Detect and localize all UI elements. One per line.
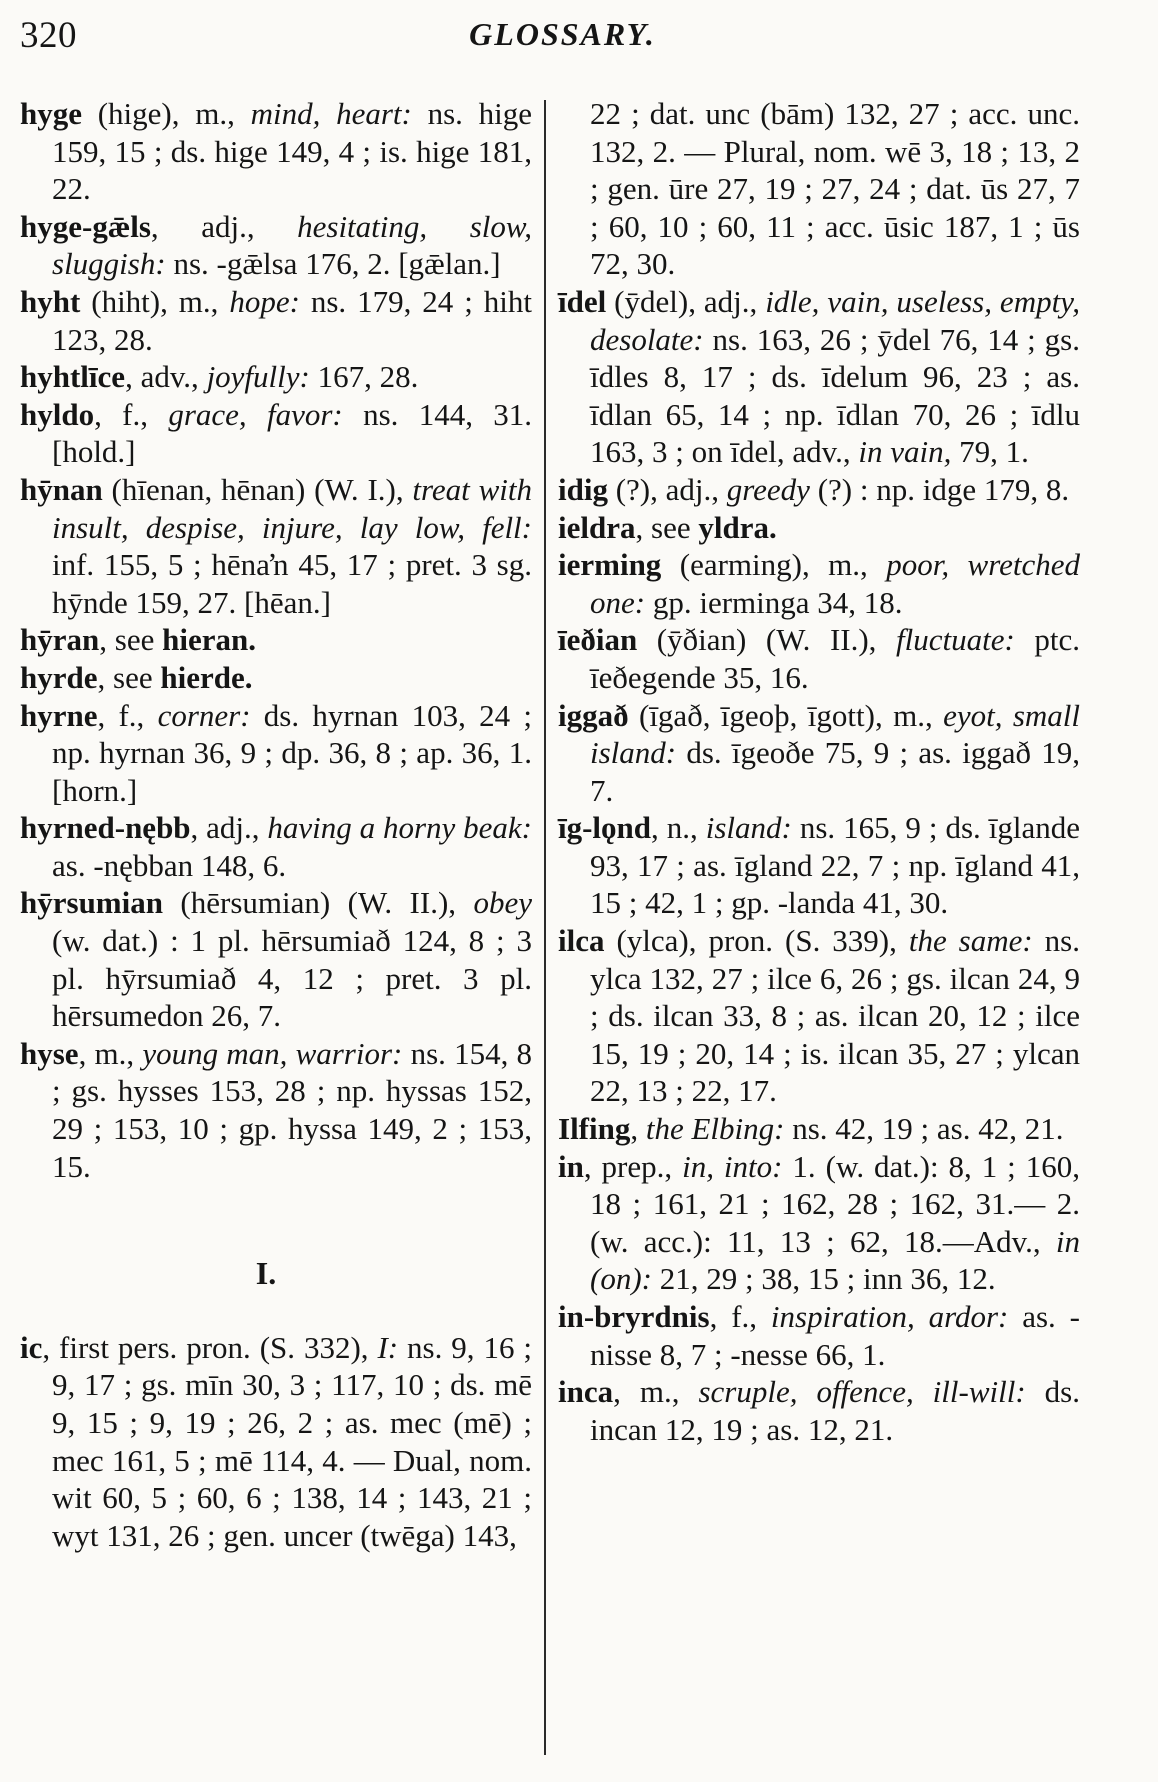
- headword: ic: [20, 1329, 43, 1365]
- see-reference: hierde.: [160, 659, 253, 695]
- glossary-entry: [558, 471, 1080, 509]
- glossary-entry: [20, 358, 532, 396]
- grammar-info: , see: [635, 509, 699, 545]
- headword: in-bryrdnis: [558, 1299, 710, 1334]
- page-number: 320: [20, 15, 77, 56]
- definition: the same:: [908, 923, 1033, 959]
- glossary-entry: [558, 922, 1080, 1110]
- citations: ds. hyrnan 103, 24 ; np. hyrnan 36, 9 ; dp. 36, 8 ; ap. 36, 1. [horn.]: [52, 697, 533, 808]
- glossary-entry: [20, 1329, 532, 1555]
- glossary-entry: [558, 1148, 1080, 1298]
- citations: (w. dat.) : 1 pl. hērsumiað 124, 8 ; 3 pl. hȳrsumiað 4, 12 ; pret. 3 pl. hērsumedon 26, 7.: [52, 923, 532, 1034]
- headword: hyrned-nębb: [20, 810, 191, 846]
- glossary-entry: [558, 1110, 1080, 1148]
- grammar-info: , adv.,: [125, 359, 207, 395]
- grammar-info: (ylca), pron. (S. 339),: [604, 923, 909, 959]
- column-divider: [544, 100, 546, 1755]
- citations: ns. ylca 132, 27 ; ilce 6, 26 ; gs. ilcan 24, 9 ; ds. ilcan 33, 8 ; as. ilcan 20, 12 ; ilce 15, 19 ; 20, 14 ; is. ilcan 35, 27 ; ylcan 22, 13 ; 22, 17.: [590, 923, 1080, 1109]
- glossary-entry: [20, 884, 532, 1034]
- headword: hȳran: [20, 622, 100, 658]
- headword: hyldo: [20, 396, 95, 432]
- grammar-info: , f.,: [709, 1299, 771, 1334]
- headword: ieldra: [558, 509, 636, 545]
- grammar-info: (?), adj.,: [607, 471, 727, 507]
- definition: treat with insult, despise, injure, lay low, fell:: [52, 471, 532, 545]
- glossary-entry: [558, 621, 1080, 696]
- definition: fluctuate:: [896, 622, 1015, 658]
- left-entries-after: [20, 1329, 532, 1555]
- grammar-info: , m.,: [78, 1035, 143, 1071]
- glossary-entry: [20, 95, 532, 208]
- glossary-entry: [20, 809, 532, 884]
- headword: hyhtlīce: [20, 359, 126, 395]
- citations: ds. īgeoðe 75, 9 ; as. iggað 19, 7.: [590, 735, 1080, 808]
- see-reference: yldra.: [698, 509, 777, 545]
- definition: inspiration, ardor:: [770, 1299, 1009, 1334]
- citations: 79, 1.: [951, 434, 1029, 470]
- grammar-info: , adj.,: [190, 810, 268, 846]
- grammar-info: , first pers. pron. (S. 332),: [42, 1329, 378, 1365]
- grammar-info: , prep.,: [583, 1148, 683, 1184]
- citations: ptc. īeðegende 35, 16.: [590, 622, 1080, 695]
- headword: idig: [558, 471, 608, 507]
- citations: ns. 179, 24 ; hiht 123, 28.: [52, 283, 532, 357]
- definition: in (on):: [590, 1223, 1080, 1297]
- definition: greedy: [726, 471, 810, 507]
- definition: scruple, offence, ill-will:: [698, 1374, 1026, 1410]
- citations: ns. 165, 9 ; ds. īglande 93, 17 ; as. īgland 22, 7 ; np. īgland 41, 15 ; 42, 1 ; gp. -landa 41, 30.: [590, 810, 1080, 921]
- definition: hesitating, slow, sluggish:: [52, 208, 533, 282]
- definition: obey: [473, 885, 532, 921]
- citations: inf. 155, 5 ; hēnaŉ 45, 17 ; pret. 3 sg. hȳnde 159, 27. [hēan.]: [52, 547, 532, 620]
- grammar-info: (hiht), m.,: [80, 283, 230, 319]
- definition: hope:: [229, 283, 300, 319]
- grammar-info: (īgað, īgeoþ, īgott), m.,: [628, 697, 944, 733]
- glossary-entry: [20, 283, 532, 358]
- citations: as. -nisse 8, 7 ; -nesse 66, 1.: [590, 1299, 1080, 1372]
- citations: ns. 144, 31. [hold.]: [52, 396, 533, 470]
- grammar-info: (hērsumian) (W. II.),: [162, 885, 474, 921]
- glossary-entry: [558, 1373, 1080, 1448]
- definition: eyot, small island:: [590, 697, 1081, 771]
- running-title: GLOSSARY.: [469, 16, 656, 52]
- glossary-entry: [558, 1298, 1080, 1373]
- citations: ns. 42, 19 ; as. 42, 21.: [784, 1111, 1064, 1147]
- headword: hȳnan: [20, 471, 103, 507]
- definition: in vain,: [858, 434, 952, 470]
- grammar-info: , see: [97, 659, 161, 695]
- definition: the Elbing:: [645, 1111, 785, 1147]
- headword: hyrne: [20, 697, 98, 733]
- definition: in, into:: [682, 1148, 783, 1184]
- citations: ns. 163, 26 ; ȳdel 76, 14 ; gs. īdles 8, 17 ; ds. īdelum 96, 23 ; as. īdlan 65, 14 ; np. īdlan 70, 26 ; īdlu 163, 3 ; on īdel, adv.,: [590, 321, 1080, 470]
- grammar-info: (hige), m.,: [82, 96, 251, 131]
- headword: hyse: [20, 1035, 79, 1071]
- citations: ns. 9, 16 ; 9, 17 ; gs. mīn 30, 3 ; 117, 10 ; ds. mē 9, 15 ; 9, 19 ; 26, 2 ; as. mec (mē) ; mec 161, 5 ; mē 114, 4. — Dual, nom. wit 60, 5 ; 60, 6 ; 138, 14 ; 143, 21 ; wyt 131, 26 ; gen. uncer (twēga) 143,: [52, 1329, 532, 1553]
- citations: (?) : np. idge 179, 8.: [809, 471, 1070, 507]
- grammar-info: , f.,: [97, 697, 158, 733]
- glossary-entry: [558, 809, 1080, 922]
- headword: hyht: [20, 283, 81, 319]
- headword: iggað: [558, 697, 629, 733]
- definition: young man, warrior:: [142, 1035, 403, 1071]
- headword: īg-lǫnd: [558, 810, 652, 846]
- headword: in: [558, 1148, 584, 1184]
- headword: inca: [558, 1374, 614, 1410]
- glossary-entry: [558, 283, 1080, 471]
- grammar-info: ,: [630, 1111, 646, 1147]
- glossary-entry: [20, 621, 532, 659]
- glossary-entry: [558, 546, 1080, 621]
- definition: idle, vain, useless, empty, desolate:: [590, 283, 1080, 357]
- right-entries: [558, 283, 1080, 1448]
- headword: īdel: [558, 283, 607, 319]
- headword: ierming: [558, 547, 662, 583]
- headword: Ilfing: [558, 1111, 631, 1147]
- definition: island:: [705, 810, 792, 846]
- grammar-info: , adj.,: [150, 208, 298, 244]
- continuation-text: 22 ; dat. unc (bām) 132, 27 ; acc. unc. 132, 2. — Plural, nom. wē 3, 18 ; 13, 2 ; gen. ūre 27, 19 ; 27, 24 ; dat. ūs 27, 7 ; 60, 10 ; 60, 11 ; acc. ūsic 187, 1 ; ūs 72, 30.: [590, 96, 1080, 282]
- grammar-info: , n.,: [651, 810, 706, 846]
- definition: I:: [377, 1329, 399, 1365]
- definition: poor, wretched one:: [590, 547, 1080, 620]
- citations: ns. 154, 8 ; gs. hysses 153, 28 ; np. hyssas 152, 29 ; 153, 10 ; gp. hyssa 149, 2 ; 153, 15.: [52, 1035, 532, 1184]
- grammar-info: (hīenan, hēnan) (W. I.),: [102, 471, 413, 507]
- headword: hyge: [20, 96, 82, 131]
- grammar-info: , m.,: [613, 1374, 699, 1410]
- definition: grace, favor:: [168, 396, 343, 432]
- citations: 21, 29 ; 38, 15 ; inn 36, 12.: [651, 1261, 996, 1297]
- citations: gp. ierminga 34, 18.: [645, 584, 903, 620]
- definition: mind, heart:: [250, 96, 412, 131]
- citations: 1. (w. dat.): 8, 1 ; 160, 18 ; 161, 21 ; 162, 28 ; 162, 31.— 2. (w. acc.): 11, 13 ; 62, 18.—Adv.,: [590, 1148, 1080, 1259]
- definition: corner:: [157, 697, 251, 733]
- glossary-entry: [20, 208, 532, 283]
- citations: ns. hige 159, 15 ; ds. hige 149, 4 ; is. hige 181, 22.: [52, 96, 532, 207]
- grammar-info: , f.,: [94, 396, 169, 432]
- headword: hȳrsumian: [20, 885, 163, 921]
- grammar-info: , see: [99, 622, 163, 658]
- citations: ns. -gǣlsa 176, 2. [gǣlan.]: [165, 246, 501, 282]
- definition: joyfully:: [206, 359, 310, 395]
- page-header: [0, 14, 1158, 64]
- right-column: [558, 95, 1080, 1448]
- glossary-entry: [20, 471, 532, 621]
- citations: 167, 28.: [309, 359, 419, 395]
- citations: ds. incan 12, 19 ; as. 12, 21.: [590, 1374, 1080, 1447]
- headword: īeðian: [558, 622, 638, 658]
- grammar-info: (ȳdel), adj.,: [606, 283, 766, 319]
- left-column: [20, 95, 532, 1554]
- see-reference: hieran.: [162, 622, 256, 658]
- citations: as. -nębban 148, 6.: [52, 847, 287, 883]
- grammar-info: (ȳðian) (W. II.),: [637, 622, 896, 658]
- glossary-entry: [20, 1035, 532, 1185]
- section-letter: I.: [255, 1255, 277, 1292]
- glossary-entry: [558, 509, 1080, 547]
- headword: hyrde: [20, 659, 98, 695]
- grammar-info: (earming), m.,: [661, 547, 887, 583]
- glossary-entry: [20, 396, 532, 471]
- glossary-entry: [20, 659, 532, 697]
- headword: ilca: [558, 923, 605, 959]
- glossary-entry: [20, 697, 532, 810]
- left-entries: [20, 95, 532, 1185]
- definition: having a horny beak:: [267, 810, 532, 846]
- glossary-entry: [558, 697, 1080, 810]
- headword: hyge-gǣls: [20, 208, 151, 244]
